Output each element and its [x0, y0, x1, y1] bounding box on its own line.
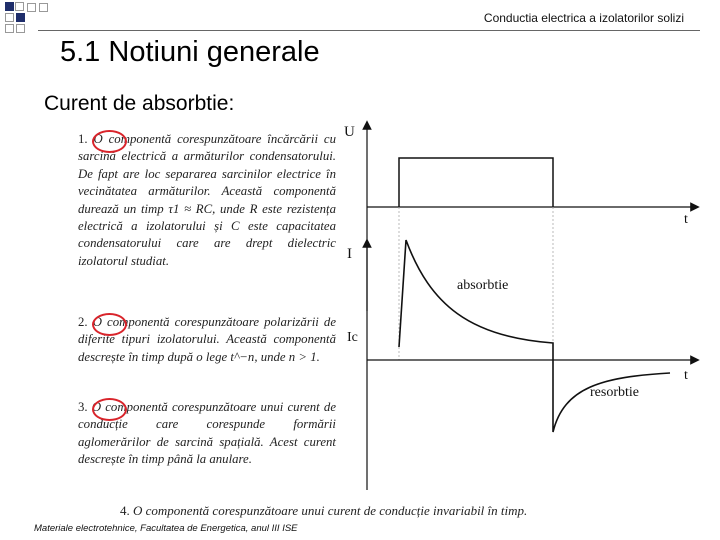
item-number: 1.: [78, 132, 88, 146]
highlight-circle: [92, 313, 127, 336]
u-axis-label: U: [344, 124, 355, 140]
top-time-label: t: [684, 212, 688, 227]
decor-square: [27, 3, 36, 12]
ic-label: Ic: [347, 330, 358, 345]
highlight-circle: [92, 130, 127, 153]
decor-square: [5, 13, 14, 22]
decor-square: [16, 13, 25, 22]
current-curve: [399, 240, 670, 432]
decor-square: [5, 24, 14, 33]
header-divider: [38, 30, 700, 31]
item-number: 3.: [78, 400, 88, 414]
course-header: Conductia electrica a izolatorilor solizi: [483, 11, 684, 25]
item-text: O componentă corespunzătoare polarizării de diferite tipuri izolatorului. Această componentă descrește în timp după o lege t^−n, unde n > 1.: [78, 315, 337, 364]
voltage-step: [399, 158, 553, 207]
decor-square: [39, 3, 48, 12]
slide-title: 5.1 Notiuni generale: [60, 36, 320, 68]
bottom-time-label: t: [684, 368, 688, 383]
absorption-label: absorbtie: [457, 278, 509, 293]
item-text: O componentă corespunzătoare unui curent de conducție care corespunde formării aglomerărilor de sarcină spațială. Acest curent descrește în timp până la anulare.: [78, 400, 336, 467]
current-waveform-diagram: [340, 115, 710, 495]
decor-square: [5, 2, 14, 11]
item-text: O componentă corespunzătoare încărcării cu sarcină electrică a armăturilor condensatorului. De fapt are loc separarea sarcinilor electrice în vecinătatea armăturilor. Această componentă durează un timp τ1 ≈ RC, unde R este rezistența electrică a izolatorului și C este capacitatea condensatorului care are drept dielectric izolatorul studiat.: [78, 132, 336, 268]
highlight-circle: [92, 398, 127, 421]
resorption-label: resorbtie: [590, 385, 639, 400]
decor-square: [15, 2, 24, 11]
item-number: 4.: [120, 503, 130, 518]
i-axis-label: I: [347, 246, 352, 262]
decor-square: [16, 24, 25, 33]
item-text: O componentă corespunzătoare unui curent de conducție invariabil în timp.: [133, 503, 528, 518]
slide-subtitle: Curent de absorbtie:: [44, 92, 235, 115]
list-item: [120, 503, 527, 519]
footer-text: Materiale electrotehnice, Facultatea de Energetica, anul III ISE: [34, 523, 298, 534]
item-number: 2.: [78, 315, 88, 329]
